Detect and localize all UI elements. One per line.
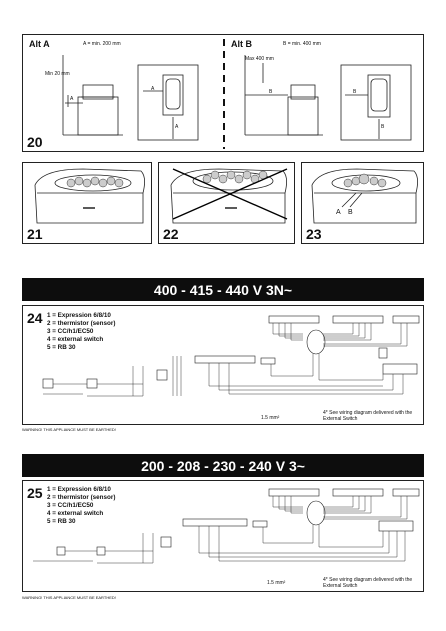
alt-b-dim-top1: B [353,89,357,95]
figure-20-panel [22,34,424,152]
wiring-diagram-24-panel [22,305,424,425]
diagram-25-legend [47,486,115,526]
legend-item: 3 = CC/h1/EC50 [47,328,94,335]
figure-20-drawing [23,35,425,153]
alt-b-dim-side: B [269,89,273,95]
figure-22-panel [158,162,295,244]
figure-23-label-a: A [336,209,341,216]
alt-b-title: Alt B [231,39,252,49]
alt-a-min-label: Min 20 mm [45,71,70,77]
legend-item: 4 = external switch [47,510,104,517]
diagram-24-note: 4* See wiring diagram delivered with the External Switch [323,410,413,422]
alt-b-dim-top2: B [381,124,385,130]
figure-20-number: 20 [27,134,43,150]
legend-item: 4 = external switch [47,336,104,343]
alt-a-dim-top1: A [151,86,155,92]
alt-a-dim-side: A [70,96,74,102]
diagram-25-number: 25 [27,485,43,501]
wiring-diagram-25-panel [22,480,424,592]
figure-21-panel [22,162,152,244]
diagram-24-cable-label: 1.5 mm² [261,415,280,421]
legend-item: 5 = RB 30 [47,344,76,351]
legend-item: 1 = Expression 6/8/10 [47,486,111,493]
alt-b-note: B = min. 400 mm [283,41,321,47]
figure-21-number: 21 [27,226,43,242]
figure-23-label-b: B [348,209,353,216]
alt-a-note: A = min. 200 mm [83,41,121,47]
alt-b-max-label: Max 400 mm [245,56,274,62]
legend-item: 5 = RB 30 [47,518,76,525]
figure-23-number: 23 [306,226,322,242]
legend-item: 3 = CC/h1/EC50 [47,502,94,509]
figure-22-number: 22 [163,226,179,242]
legend-item: 2 = thermistor (sensor) [47,494,116,501]
section-1-warning: WARNING! THIS APPLIANCE MUST BE EARTHED! [22,427,116,432]
section-1-banner: 400 - 415 - 440 V 3N~ [22,278,424,301]
diagram-25-cable-label: 1.5 mm² [267,580,286,586]
figure-22-drawing [159,163,296,245]
alt-a-dim-top2: A [175,124,179,130]
legend-item: 1 = Expression 6/8/10 [47,312,111,319]
alt-a-title: Alt A [29,39,50,49]
section-2-banner: 200 - 208 - 230 - 240 V 3~ [22,454,424,477]
diagram-25-note: 4* See wiring diagram delivered with the External Switch [323,577,413,589]
figure-23-panel [301,162,424,244]
section-2-warning: WARNING! THIS APPLIANCE MUST BE EARTHED! [22,595,116,600]
diagram-24-number: 24 [27,310,43,326]
diagram-24-legend [47,312,115,352]
legend-item: 2 = thermistor (sensor) [47,320,116,327]
